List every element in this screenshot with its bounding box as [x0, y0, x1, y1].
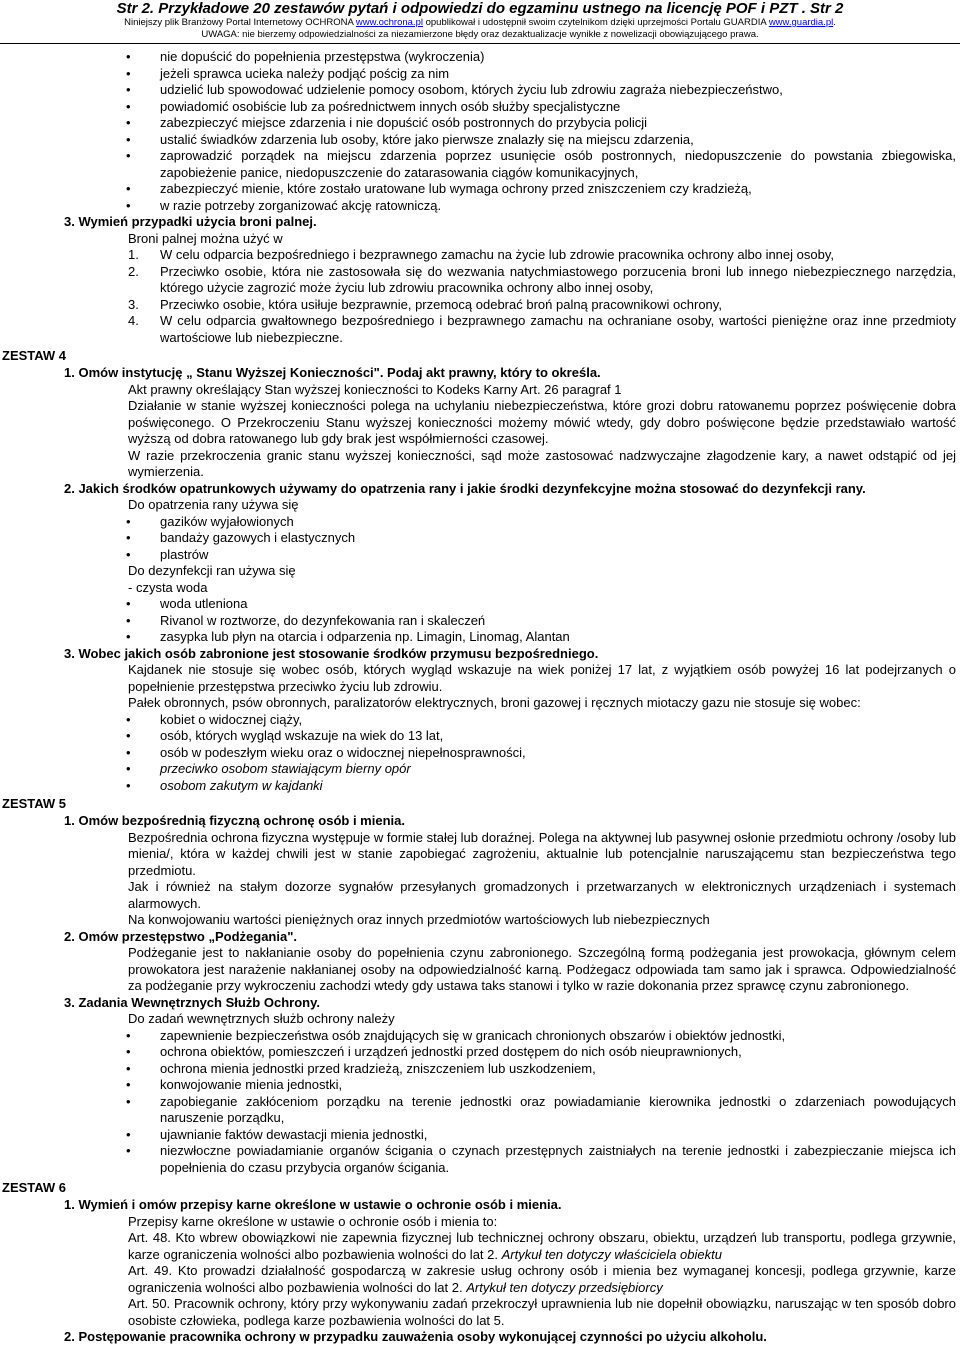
list-item: • jeżeli sprawca ucieka należy podjąć pościg za nim [126, 65, 450, 81]
list-item: • ochrona mienia jednostki przed kradzieżą, zniszczeniem lub uszkodzeniem, [126, 1060, 596, 1076]
list-item: • ochrona obiektów, pomieszczeń i urządzeń jednostki przed dostępem do nich osób nieuprawnionych, [126, 1044, 742, 1059]
paragraph: Na konwojowaniu wartości pieniężnych oraz innych przedmiotów wartościowych lub niebezpiecznych [128, 912, 710, 927]
paragraph: Podżeganie jest to nakłanianie osoby do popełnienia czynu zabronionego. Szczególną formą podżegania jest prowokacja, głównym celem prowokatora jest narażenie nakłanianej osoby na odpowiedzialność karną. Podżegacz odpowiada tam samo jak i sprawca. Odpowiedzialność za podżeganie przy wykroczeniu zachodzi wtedy gdy ustawa taks stanowi i tylko w razie dokonania przez sprawcę czynu zabronionego. [128, 945, 956, 993]
paragraph: Kajdanek nie stosuje się wobec osób, których wygląd wskazuje na wiek poniżej 17 lat, z wyjątkiem osób powyżej 16 lat podejrzanych o popełnienie przestępstwa przeciwko życiu lub zdrowiu. [128, 662, 956, 694]
list-item: • osób w podeszłym wieku oraz o widocznej niepełnosprawności, [126, 744, 526, 760]
paragraph: Przepisy karne określone w ustawie o ochronie osób i mienia to: [128, 1213, 498, 1229]
list-item: • Rivanol w roztworze, do dezynfekowania ran i skaleczeń [126, 612, 486, 628]
firearm-cases-list [0, 247, 960, 346]
restricted-persons-list [0, 712, 960, 795]
question-heading: 3. Wobec jakich osób zabronione jest stosowanie środków przymusu bezpośredniego. [64, 645, 599, 661]
question-heading: 2. Postępowanie pracownika ochrony w przypadku zauważenia osoby wykonującej czynności po użyciu alkoholu. [64, 1329, 767, 1344]
list-item: • woda utleniona [126, 596, 248, 611]
list-item: • ujawnianie faktów dewastacji mienia jednostki, [126, 1126, 428, 1142]
page-header [0, 0, 960, 41]
header-disclaimer: UWAGA: nie bierzemy odpowiedzialności za niezamierzone błędy oraz dezaktualizacje wynikłe z nowelizacji obowiązującego prawa. [201, 29, 759, 40]
paragraph: - czysta woda [128, 579, 208, 595]
header-divider [0, 43, 960, 44]
question-heading: 1. Wymień i omów przepisy karne określone w ustawie o ochronie osób i mienia. [64, 1197, 562, 1212]
dressing-list [0, 514, 960, 564]
list-item: • zabezpieczyć miejsce zdarzenia i nie dopuścić osób postronnych do przybycia policji [126, 115, 648, 130]
list-item: • osób, których wygląd wskazuje na wiek do 13 lat, [126, 728, 444, 743]
list-item: • powiadomić osobiście lub za pośrednictwem innych osób służby specjalistyczne [126, 98, 621, 114]
list-item: • zasypka lub płyn na otarcia i odparzenia np. Limagin, Linomag, Alantan [126, 629, 570, 644]
list-item: • kobiet o widocznej ciąży, [126, 711, 303, 727]
list-item: • plastrów [126, 546, 209, 562]
article-50: Art. 50. Pracownik ochrony, który przy wykonywaniu zadań przekroczył uprawnienia lub nie dopełnił obowiązku, naruszając w ten sposób dobro osobiste człowieka, podlega karze pozbawienia wolności do lat 5. [128, 1296, 956, 1328]
zestaw-6 [0, 1180, 960, 1214]
paragraph: W razie przekroczenia granic stanu wyższej konieczności, sąd może zastosować nadzwyczajne złagodzenie kary, a nawet odstąpić od jej wymierzenia. [128, 447, 956, 479]
header-publisher-line: Niniejszy plik Branżowy Portal Internetowy OCHRONA www.ochrona.pl opublikował i udostępnił swoim czytelnikom dzięki uprzejmości Portalu GUARDIA www.guardia.pl. [124, 17, 836, 28]
internal-security-tasks-list [0, 1028, 960, 1177]
question-heading: 1. Omów bezpośrednią fizyczną ochronę osób i mienia. [64, 813, 405, 828]
block1-list [0, 49, 960, 214]
question-heading: 2. Omów przestępstwo „Podżegania". [64, 928, 297, 944]
list-item: 3. Przeciwko osobie, która usiłuje bezprawnie, przemocą odebrać broń palną pracownikowi ochrony, [128, 296, 722, 312]
question-heading: 3. Wymień przypadki użycia broni palnej. [64, 214, 317, 229]
list-item: • osobom zakutym w kajdanki [126, 777, 323, 793]
list-item: • udzielić lub spowodować udzielenie pomocy osobom, których życiu lub zdrowiu zagraża niebezpieczeństwo, [126, 82, 783, 97]
question-heading: 1. Omów instytucję „ Stanu Wyższej Konieczności". Podaj akt prawny, który to określa. [64, 365, 601, 380]
document-body [0, 49, 960, 1346]
article-48: Art. 48. Kto wbrew obowiązkowi nie zapewnia fizycznej lub technicznej ochrony obszaru, obiektu, urządzeń lub transportu, podlega grzywnie, karze ograniczenia wolności albo pozbawienia wolności do lat 2. Artykuł ten dotyczy właściciela obiektu [128, 1230, 956, 1262]
zestaw-label: ZESTAW 4 [2, 348, 67, 363]
list-item: • zapobieganie zakłóceniom porządku na terenie jednostki oraz powiadamianie kierownika jednostki o zdarzeniach powodujących naruszenie porządku, [126, 1093, 956, 1125]
question-heading: 2. Jakich środków opatrunkowych używamy do opatrzenia rany i jakie środki dezynfekcyjne można stosować do dezynfekcji rany. [64, 480, 866, 496]
list-item: • bandaży gazowych i elastycznych [126, 530, 356, 545]
list-item: • zaprowadzić porządek na miejscu zdarzenia poprzez usunięcie osób postronnych, niedopuszczenie do powstania zbiegowiska, zapobieżenie panice, niedopuszczenie do zatarasowania ciągów komunikacyjnych, [126, 148, 956, 180]
list-item: • zapewnienie bezpieczeństwa osób znajdujących się w granicach chronionych obszarów i obiektów jednostki, [126, 1027, 786, 1043]
list-item: • gazików wyjałowionych [126, 513, 294, 529]
paragraph: Pałek obronnych, psów obronnych, paralizatorów elektrycznych, broni gazowej i ręcznych miotaczy gazu nie stosuje się wobec: [128, 695, 861, 710]
zestaw-4 [0, 348, 960, 382]
paragraph: Jak i również na stałym dozorze sygnałów przesyłanych gromadzonych i przetwarzanych w elektronicznych urządzeniach i systemach alarmowych. [128, 879, 956, 911]
list-item: 2. Przeciwko osobie, która nie zastosowała się do wezwania natychmiastowego porzucenia broni lub innego niebezpiecznego narzędzia, którego użycie zagrozić może życiu lub zdrowiu pracownika ochrony albo innej osoby, [128, 263, 956, 295]
zestaw-5 [0, 796, 960, 830]
paragraph: Bezpośrednia ochrona fizyczna występuje w formie stałej lub doraźnej. Polega na aktywnej lub pasywnej osłonie przedmiotu ochrony /osoby lub mienia/, która w każdej chwili jest w stanie zapobiegać zagrożeniu, aktualnie lub potencjalnie naruszającemu stan bezpieczeństwa tego przedmiotu. [128, 829, 956, 878]
list-item: 4. W celu odparcia gwałtownego bezpośredniego i bezprawnego zamachu na ochraniane osoby, wartości pieniężne oraz inne przedmioty wartościowe lub niebezpieczne. [128, 313, 956, 345]
list-item: • niezwłoczne powiadamianie organów ścigania o czynach przestępnych zaistniałych na terenie jednostki i zabezpieczanie miejsca ich popełnienia do czasu przybycia organów ścigania. [126, 1143, 956, 1175]
zestaw-label: ZESTAW 5 [2, 796, 67, 811]
ochrona-link[interactable]: www.ochrona.pl [355, 17, 423, 28]
zestaw-label: ZESTAW 6 [2, 1180, 67, 1195]
disinfectant-list [0, 596, 960, 646]
header-title: Str 2. Przykładowe 20 zestawów pytań i odpowiedzi do egzaminu ustnego na licencję POF i PZT . Str 2 [116, 0, 844, 17]
list-item: • przeciwko osobom stawiającym bierny opór [126, 761, 411, 776]
paragraph: Broni palnej można użyć w [128, 230, 283, 246]
list-item: 1. W celu odparcia bezpośredniego i bezprawnego zamachu na życie lub zdrowie pracownika ochrony albo innej osoby, [128, 247, 834, 262]
paragraph: Do zadań wewnętrznych służb ochrony należy [128, 1011, 395, 1026]
paragraph: Akt prawny określający Stan wyższej konieczności to Kodeks Karny Art. 26 paragraf 1 [128, 381, 622, 397]
list-item: • w razie potrzeby zorganizować akcję ratowniczą. [126, 197, 442, 213]
list-item: • zabezpieczyć mienie, które zostało uratowane lub wymaga ochrony przed zniszczeniem czy kradzieżą, [126, 181, 752, 196]
list-item: • nie dopuścić do popełnienia przestępstwa (wykroczenia) [126, 49, 485, 64]
guardia-link[interactable]: www.guardia.pl [768, 17, 834, 28]
question-heading: 3. Zadania Wewnętrznych Służb Ochrony. [64, 994, 320, 1010]
list-item: • ustalić świadków zdarzenia lub osoby, które jako pierwsze znalazły się na miejscu zdarzenia, [126, 131, 694, 147]
article-49: Art. 49. Kto prowadzi działalność gospodarczą w zakresie usług ochrony osób i mienia bez wymaganej koncesji, podlega grzywnie, karze ograniczenia wolności albo pozbawienia wolności do lat 2. Artykuł ten dotyczy przedsiębiorcy [128, 1263, 956, 1295]
paragraph: Działanie w stanie wyższej konieczności polega na uchylaniu niebezpieczeństwa, które grozi dobru ratowanemu poprzez poświęcenie dobra poświęconego. O Przekroczeniu Stanu wyższej konieczności możemy mówić wtedy, gdy dobro poświęcone będzie przedstawiało wartość wyższą od dobra ratowanego lub gdy brak jest współmierności czasowej. [128, 398, 956, 446]
paragraph: Do dezynfekcji ran używa się [128, 563, 296, 578]
list-item: • konwojowanie mienia jednostki, [126, 1077, 343, 1092]
paragraph: Do opatrzenia rany używa się [128, 497, 299, 512]
